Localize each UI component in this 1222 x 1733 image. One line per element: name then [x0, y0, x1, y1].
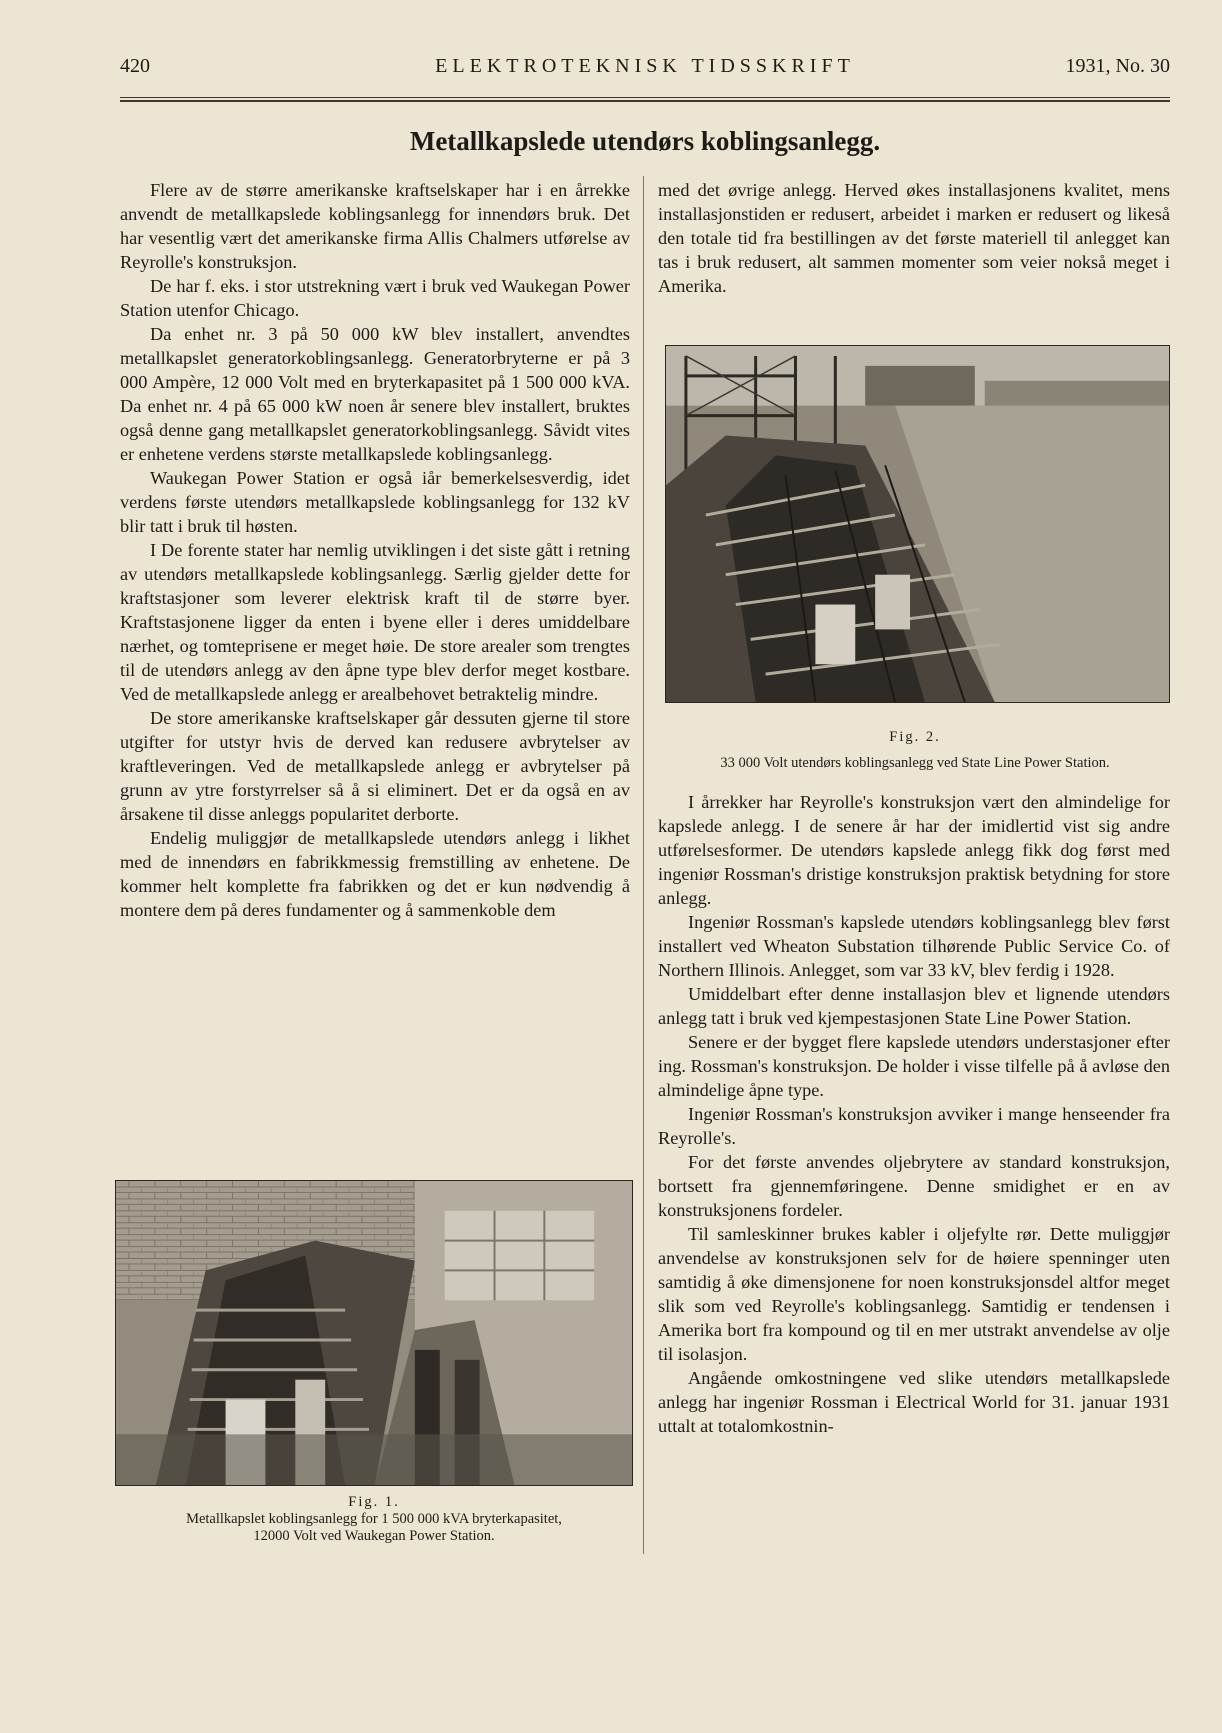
header-rule-thick	[120, 100, 1170, 102]
header-rule-thin	[120, 97, 1170, 98]
figure-1-label: Fig. 1.	[348, 1494, 400, 1510]
right-column-lower	[658, 790, 1170, 1438]
paragraph: Til samleskinner brukes kabler i oljefylte rør. Dette muliggjør anvendelse av konstruksjonen selv for de høiere spenninger uten samtidig å øke dimensjonene for noen konstruksjonsdel altfor meget slik som ved Reyrolle's koblingsanlegg. Samtidig er tendensen i Amerika bort fra kompound og til en mer utstrakt anvendelse av olje til isolasjon.	[658, 1224, 1170, 1364]
figure-1-photo	[115, 1180, 633, 1486]
figure-2-caption	[650, 724, 1180, 776]
journal-title: ELEKTROTEKNISK TIDSSKRIFT	[435, 55, 855, 77]
paragraph: For det første anvendes oljebrytere av standard konstruksjon, bortsett fra gjennemføringene. Denne smidighet er en av konstruksjonens fordeler.	[658, 1152, 1170, 1220]
paragraph: Flere av de større amerikanske kraftselskaper har i en årrekke anvendt de metallkapslede koblingsanlegg for innendørs bruk. Det har vesentlig vært det amerikanske firma Allis Chalmers utførelse av Reyrolle's konstruksjon.	[120, 180, 630, 272]
figure-2-caption-text: 33 000 Volt utendørs koblingsanlegg ved State Line Power Station.	[720, 755, 1110, 771]
paragraph: Angående omkostningene ved slike utendørs metallkapslede anlegg har ingeniør Rossman i Electrical World for 31. januar 1931 uttalt at totalomkostnin-	[658, 1368, 1170, 1436]
figure-2-photo	[665, 345, 1170, 703]
paragraph: I De forente stater har nemlig utviklingen i det siste gått i retning av utendørs metallkapslede koblingsanlegg. Særlig gjelder dette for kraftstasjoner som leverer elektrisk kraft til de større byer. Kraftstasjonene ligger da enten i byene eller i deres umiddelbare nærhet, og tomteprisene er meget høie. De store arealer som trengtes til de utendørs anlegg av den åpne type blev derfor meget kostbare. Ved de metallkapslede anlegg er arealbehovet betraktelig mindre.	[120, 540, 630, 704]
figure-1-caption-line-2: 12000 Volt ved Waukegan Power Station.	[253, 1528, 495, 1544]
switchgear-hall-image	[115, 1180, 633, 1486]
paragraph: Waukegan Power Station er også iår bemerkelsesverdig, idet verdens første utendørs metallkapslede koblingsanlegg for 132 kV blir tatt i bruk til høsten.	[120, 468, 630, 536]
issue-number: 1931, No. 30	[1065, 55, 1170, 77]
page-number: 420	[120, 55, 150, 77]
paragraph-continuation: med det øvrige anlegg. Herved økes installasjonens kvalitet, mens installasjonstiden er redusert, arbeidet i marken er redusert og likeså den totale tid fra bestillingen av det første materiell til anlegget kan tas i bruk redusert, alt sammen momenter som veier nokså meget i Amerika.	[658, 180, 1170, 296]
paragraph: Endelig muliggjør de metallkapslede utendørs anlegg i likhet med de innendørs en fabrikkmessig fremstilling av enhetene. De kommer helt komplette fra fabrikken og det er kun nødvendig å montere dem på deres fundamenter og å sammenkoble dem	[120, 828, 630, 920]
paragraph: De store amerikanske kraftselskaper går dessuten gjerne til store utgifter for utstyr hvis de derved kan redusere avbrytelser av kraftleveringen. Ved de metallkapslede anlegg er avbrytelser på grunn av ytre forstyrrelser så å si eliminert. Det er da også en av årsakene til disse anleggs popularitet derborte.	[120, 708, 630, 824]
paragraph: Senere er der bygget flere kapslede utendørs understasjoner efter ing. Rossman's konstruksjon. De holder i visse tilfelle på å avløse den almindelige åpne type.	[658, 1032, 1170, 1100]
running-head	[120, 55, 1170, 85]
outdoor-switchyard-image	[665, 345, 1170, 703]
paragraph: De har f. eks. i stor utstrekning vært i bruk ved Waukegan Power Station utenfor Chicago.	[120, 276, 630, 320]
column-divider	[643, 176, 644, 1554]
paragraph: Ingeniør Rossman's kapslede utendørs koblingsanlegg blev først installert ved Wheaton Substation tilhørende Public Service Co. of Northern Illinois. Anlegget, som var 33 kV, blev ferdig i 1928.	[658, 912, 1170, 980]
paragraph: Umiddelbart efter denne installasjon blev et lignende utendørs anlegg tatt i bruk ved kjempestasjonen State Line Power Station.	[658, 984, 1170, 1028]
figure-1-caption-line-1: Metallkapslet koblingsanlegg for 1 500 000 kVA bryterkapasitet,	[186, 1511, 562, 1527]
left-column	[120, 178, 630, 922]
figure-1-caption	[115, 1494, 633, 1545]
paragraph: I årrekker har Reyrolle's konstruksjon vært den almindelige for kapslede anlegg. I de senere år har der imidlertid vist sig andre utførelsesformer. De utendørs kapslede anlegg fikk dog først med ingeniør Rossman's dristige konstruksjon praktisk betydning for store anlegg.	[658, 792, 1170, 908]
paragraph: Da enhet nr. 3 på 50 000 kW blev installert, anvendtes metallkapslet generatorkoblingsanlegg. Generatorbryterne er på 3 000 Ampère, 12 000 Volt med en bryterkapasitet på 1 500 000 kVA. Da enhet nr. 4 på 65 000 kW noen år senere blev installert, bruktes også denne gang metallkapslet generatorkoblingsanlegg. Såvidt vites er enhetene verdens største metallkapslede koblingsanlegg.	[120, 324, 630, 464]
figure-2-label: Fig. 2.	[889, 729, 941, 745]
article-title: Metallkapslede utendørs koblingsanlegg.	[409, 126, 881, 156]
paragraph: Ingeniør Rossman's konstruksjon avviker i mange henseender fra Reyrolle's.	[658, 1104, 1170, 1148]
right-column	[658, 178, 1170, 298]
